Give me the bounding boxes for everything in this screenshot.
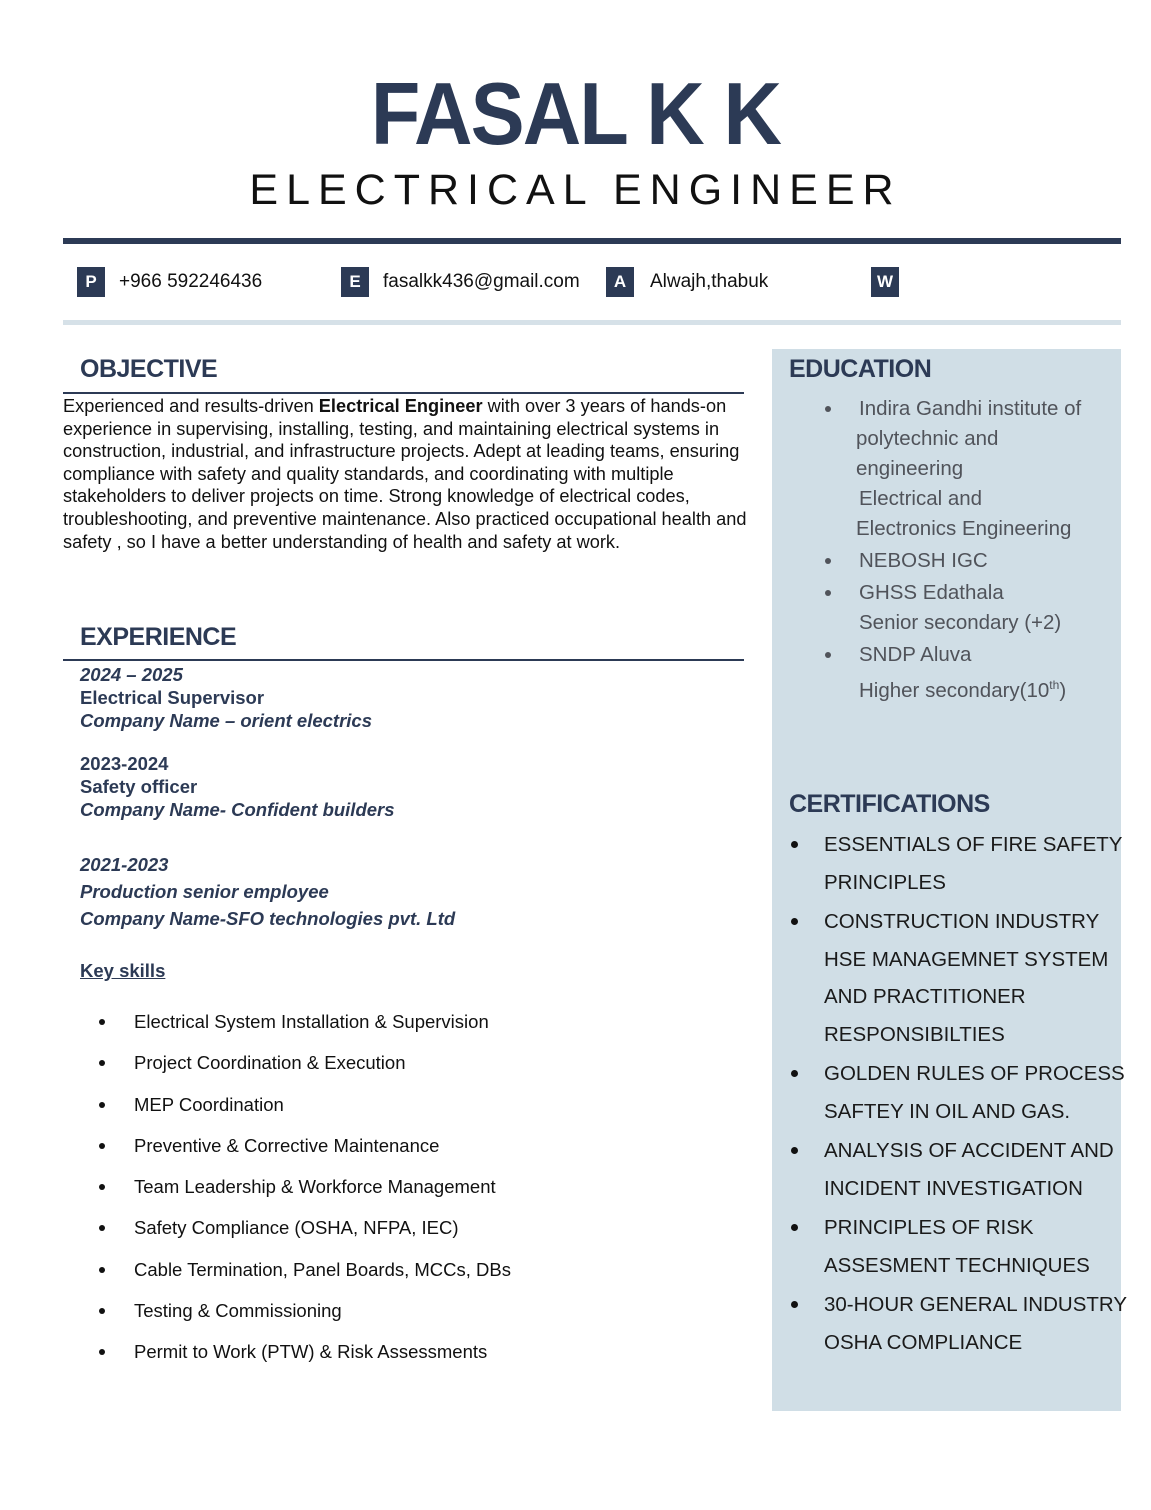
- skill-text: MEP Coordination: [134, 1093, 284, 1115]
- certifications-list: [787, 826, 1127, 1363]
- job-role: Safety officer: [80, 776, 198, 797]
- certification-line: ESSENTIALS OF FIRE SAFETY: [824, 833, 1123, 856]
- list-item: [95, 1008, 511, 1049]
- bullet-icon: [99, 1184, 105, 1190]
- certification-line: ANALYSIS OF ACCIDENT AND: [824, 1139, 1114, 1162]
- education-line: engineering: [856, 457, 964, 480]
- job-entry: [80, 851, 455, 932]
- skill-text: Preventive & Corrective Maintenance: [134, 1134, 440, 1156]
- list-item: [95, 1049, 511, 1090]
- contact-address: [606, 267, 768, 297]
- objective-rule: [63, 392, 744, 394]
- certification-line: ASSESMENT TECHNIQUES: [824, 1253, 1090, 1277]
- job-role: Production senior employee: [80, 881, 329, 902]
- job-company: Company Name – orient electrics: [80, 710, 372, 731]
- certification-line: OSHA COMPLIANCE: [824, 1330, 1023, 1354]
- list-item: [95, 1091, 511, 1132]
- candidate-name: FASAL K K: [370, 64, 781, 163]
- education-line: Senior secondary (+2): [859, 611, 1062, 634]
- bullet-icon: [99, 1267, 105, 1273]
- bullet-icon: [791, 1070, 798, 1077]
- key-skills-heading: Key skills: [80, 960, 166, 981]
- list-item: [95, 1173, 511, 1214]
- bullet-icon: [791, 1224, 798, 1231]
- key-skills-list: [95, 1008, 511, 1380]
- contact-phone: [77, 267, 262, 297]
- address-icon: A: [606, 267, 634, 297]
- certification-line: INCIDENT INVESTIGATION: [824, 1176, 1083, 1200]
- list-item: [820, 640, 1081, 706]
- education-line: Indira Gandhi institute of: [859, 397, 1082, 420]
- objective-text-rest: with over 3 years of hands-on experience in supervising, installing, testing, and maintaining electrical systems in construction, industrial, and infrastructure projects. Adept at leading teams, ensuring compliance with safety and quality standards, and coordinating with multiple stakeholders to deliver projects on time. Strong knowledge of electrical codes, troubleshooting, and preventive maintenance. Also practiced occupational health and safety , so I have a better understanding of health and safety at work.: [63, 396, 747, 552]
- education-line-end: ): [1059, 678, 1067, 702]
- list-item: [787, 903, 1127, 1053]
- skill-text: Safety Compliance (OSHA, NFPA, IEC): [134, 1217, 459, 1239]
- certification-line: 30-HOUR GENERAL INDUSTRY: [824, 1293, 1128, 1316]
- skill-text: Testing & Commissioning: [134, 1300, 342, 1322]
- job-company: Company Name- Confident builders: [80, 799, 395, 820]
- objective-text-bold: Electrical Engineer: [318, 396, 483, 416]
- bullet-icon: [825, 652, 831, 658]
- address-text: Alwajh,thabuk: [650, 271, 769, 292]
- skill-text: Permit to Work (PTW) & Risk Assessments: [134, 1341, 488, 1363]
- list-item: [95, 1297, 511, 1338]
- list-item: [820, 546, 1081, 576]
- objective-heading: OBJECTIVE: [80, 355, 218, 383]
- education-line: Electrical and: [859, 487, 983, 510]
- bullet-icon: [99, 1308, 105, 1314]
- contact-divider: [63, 320, 1121, 325]
- job-years: 2021-2023: [80, 854, 169, 875]
- education-line-text: Higher secondary(10: [859, 678, 1050, 702]
- bullet-icon: [791, 841, 798, 848]
- list-item: [787, 1055, 1127, 1130]
- education-line: GHSS Edathala: [859, 581, 1004, 604]
- certification-line: SAFTEY IN OIL AND GAS.: [824, 1099, 1071, 1123]
- objective-text: [63, 395, 753, 553]
- job-entry: [80, 752, 395, 821]
- list-item: [787, 1209, 1127, 1284]
- job-years: 2024 – 2025: [80, 664, 183, 685]
- superscript: th: [1049, 678, 1060, 692]
- list-item: [787, 1286, 1127, 1361]
- education-line: [859, 670, 1081, 706]
- list-item: [95, 1132, 511, 1173]
- job-years: 2023-2024: [80, 753, 169, 774]
- bullet-icon: [99, 1143, 105, 1149]
- contact-email: [341, 267, 580, 297]
- education-line: NEBOSH IGC: [859, 549, 988, 572]
- list-item: [820, 578, 1081, 638]
- list-item: [95, 1338, 511, 1379]
- bullet-icon: [825, 406, 831, 412]
- objective-text-start: Experienced and results-driven: [63, 396, 319, 416]
- bullet-icon: [99, 1019, 105, 1025]
- skill-text: Team Leadership & Workforce Management: [134, 1176, 496, 1198]
- certification-line: RESPONSIBILTIES: [824, 1022, 1005, 1046]
- header-divider: [63, 238, 1121, 244]
- education-heading: EDUCATION: [789, 355, 932, 383]
- certification-line: HSE MANAGEMNET SYSTEM: [824, 947, 1109, 971]
- list-item: [820, 394, 1081, 544]
- experience-heading: EXPERIENCE: [80, 623, 237, 651]
- education-line: polytechnic and: [856, 427, 999, 450]
- bullet-icon: [791, 1301, 798, 1308]
- certifications-heading: CERTIFICATIONS: [789, 790, 990, 818]
- email-text[interactable]: fasalkk436@gmail.com: [383, 271, 580, 292]
- bullet-icon: [791, 1147, 798, 1154]
- skill-text: Electrical System Installation & Supervision: [134, 1011, 489, 1032]
- list-item: [787, 1132, 1127, 1207]
- job-title: ELECTRICAL ENGINEER: [249, 166, 902, 214]
- bullet-icon: [99, 1060, 105, 1066]
- email-icon: E: [341, 267, 369, 297]
- bullet-icon: [99, 1225, 105, 1231]
- job-company: Company Name-SFO technologies pvt. Ltd: [80, 908, 456, 929]
- certification-line: GOLDEN RULES OF PROCESS: [824, 1062, 1125, 1085]
- phone-text: +966 592246436: [119, 271, 263, 292]
- web-icon: W: [871, 267, 899, 297]
- bullet-icon: [99, 1349, 105, 1355]
- bullet-icon: [99, 1102, 105, 1108]
- contact-web: [871, 267, 913, 297]
- job-entry: [80, 663, 372, 732]
- phone-icon: P: [77, 267, 105, 297]
- certification-line: PRINCIPLES OF RISK: [824, 1216, 1034, 1239]
- list-item: [787, 826, 1127, 901]
- bullet-icon: [825, 590, 831, 596]
- list-item: [95, 1214, 511, 1255]
- list-item: [95, 1256, 511, 1297]
- bullet-icon: [791, 918, 798, 925]
- education-line: Electronics Engineering: [856, 517, 1072, 540]
- education-line: SNDP Aluva: [859, 643, 972, 666]
- skill-text: Cable Termination, Panel Boards, MCCs, DBs: [134, 1258, 512, 1280]
- experience-rule: [63, 659, 744, 661]
- bullet-icon: [825, 558, 831, 564]
- job-role: Electrical Supervisor: [80, 687, 265, 708]
- certification-line: PRINCIPLES: [824, 870, 946, 894]
- certification-line: CONSTRUCTION INDUSTRY: [824, 910, 1100, 933]
- education-list: [820, 394, 1081, 706]
- skill-text: Project Coordination & Execution: [134, 1052, 406, 1074]
- certification-line: AND PRACTITIONER: [824, 985, 1026, 1008]
